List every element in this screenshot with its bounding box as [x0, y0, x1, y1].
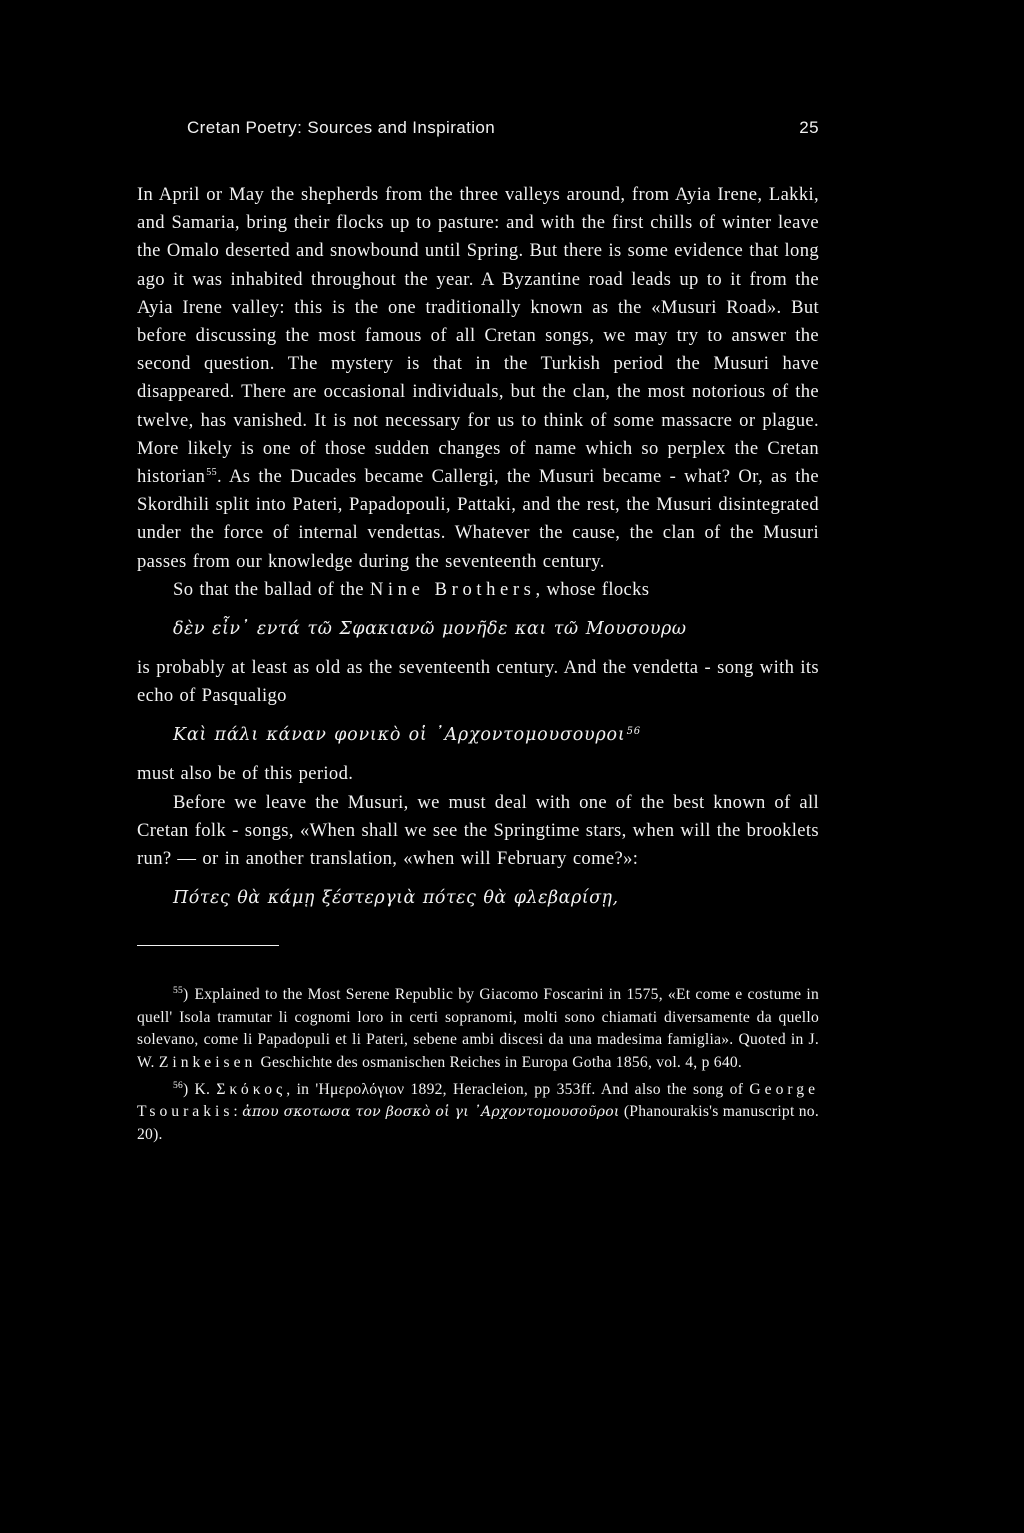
body-text: [137, 181, 819, 915]
greek-verse-quotation: δὲν εἶν᾽ εντά τῶ Σφακιανῶ μονῆδε και τῶ Μουσουρω: [173, 619, 687, 640]
spaced-author-name: Zinkeisen: [158, 1054, 257, 1072]
running-head-title: Cretan Poetry: Sources and Inspiration: [187, 118, 496, 137]
paragraph-text: , whose flocks: [535, 578, 650, 600]
paragraph-period: must also be of this period.: [137, 763, 354, 785]
footnote-text: K.: [194, 1080, 217, 1098]
spaced-author-name: Σκόκος: [216, 1080, 287, 1098]
paragraph-nine-brothers: [137, 576, 819, 604]
paragraph-seventeenth-century: is probably at least as old as the seventeenth century. And the vendetta - song with its echo of Pasqualigo: [137, 657, 819, 707]
footnote-56: [137, 1079, 819, 1147]
footnotes: [137, 984, 819, 1146]
greek-verse-quotation: Πότες θὰ κάμῃ ξέστεργιὰ πότες θὰ φλεβαρίσῃ,: [173, 888, 619, 909]
footnote-mark: $^{56}$): [173, 1080, 189, 1098]
footnote-text: Explained to the Most Serene Republic by Giacomo Foscarini in 1575, «Et come e costume in quell' Isola tramutar li cognomi loro in certi sopranomi, molti sono chiamati diversamente da quello solevano, come li Papadopuli et li Pateri, sebene ambi discesi da una madesima famiglia». Quoted in J. W.: [137, 986, 819, 1072]
paragraph-musuri-history: [137, 181, 819, 576]
paragraph-text: So that the ballad of the: [173, 578, 370, 600]
running-head: [137, 118, 819, 148]
page-number: 25: [799, 118, 819, 137]
paragraph-springtime-stars: Before we leave the Musuri, we must deal with one of the best known of all Cretan folk - songs, «When shall we see the Springtime stars, when will the brooklets run? — or in another translation, «when will February come?»:: [137, 791, 819, 870]
footnote-separator-rule: [137, 945, 279, 946]
footnote-55: [137, 984, 819, 1074]
footnote-number: 56: [173, 1080, 183, 1091]
ballad-title-nine-brothers: Nine Brothers: [369, 578, 536, 600]
book-page: [137, 118, 819, 1150]
footnote-text: Geschichte des osmanischen Reiches in Europa Gotha 1856, vol. 4, p 640.: [256, 1054, 743, 1072]
footnote-reference-55: 55: [206, 466, 217, 478]
footnote-reference-56: 56: [626, 725, 641, 737]
greek-song-quote: ἀπου σκοτωσα τον βοσκὸ οἱ γι ᾽Αρχοντομουσοῦροι: [242, 1104, 620, 1121]
footnote-mark: $^{55}$): [173, 986, 189, 1004]
footnote-text: , in 'Ημερολόγιον 1892, Heracleion, pp 353ff. And also the song of: [286, 1080, 750, 1098]
paragraph-text: In April or May the shepherds from the three valleys around, from Ayia Irene, Lakki, and Samaria, bring their flocks up to pasture: and with the first chills of winter leave the Omalo deserted and snowbound until Spring. But there is some evidence that long ago it was inhabited throughout the year. A Byzantine road leads up to it from the Ayia Irene valley: this is the one traditionally known as the «Musuri Road». But before discussing the most famous of all Cretan songs, we may try to answer the second question. The mystery is that in the Turkish period the Musuri have disappeared. There are occasional individuals, but the clan, the most notorious of the twelve, has vanished. It is not necessary for us to think of some massacre or plague. More likely is one of those sudden changes of name which so perplex the Cretan historian: [137, 184, 819, 488]
greek-verse-quotation: [137, 718, 819, 752]
footnote-number: 55: [173, 986, 183, 997]
footnote-text: :: [233, 1103, 243, 1121]
footnote-text: (Phanourakis's manuscript no. 20).: [137, 1103, 820, 1143]
spaced-poet-name: George Tsourakis: [137, 1080, 819, 1121]
greek-verse-text: Καὶ πάλι κάναν φονικὸ οἱ ᾽Αρχοντομουσουροι: [173, 725, 626, 746]
paragraph-text: . As the Ducades became Callergi, the Musuri became - what? Or, as the Skordhili split into Pateri, Papadopouli, Pattaki, and the rest, the Musuri disintegrated under the force of internal vendettas. Whatever the cause, the clan of the Musuri passes from our knowledge during the seventeenth century.: [137, 466, 819, 572]
